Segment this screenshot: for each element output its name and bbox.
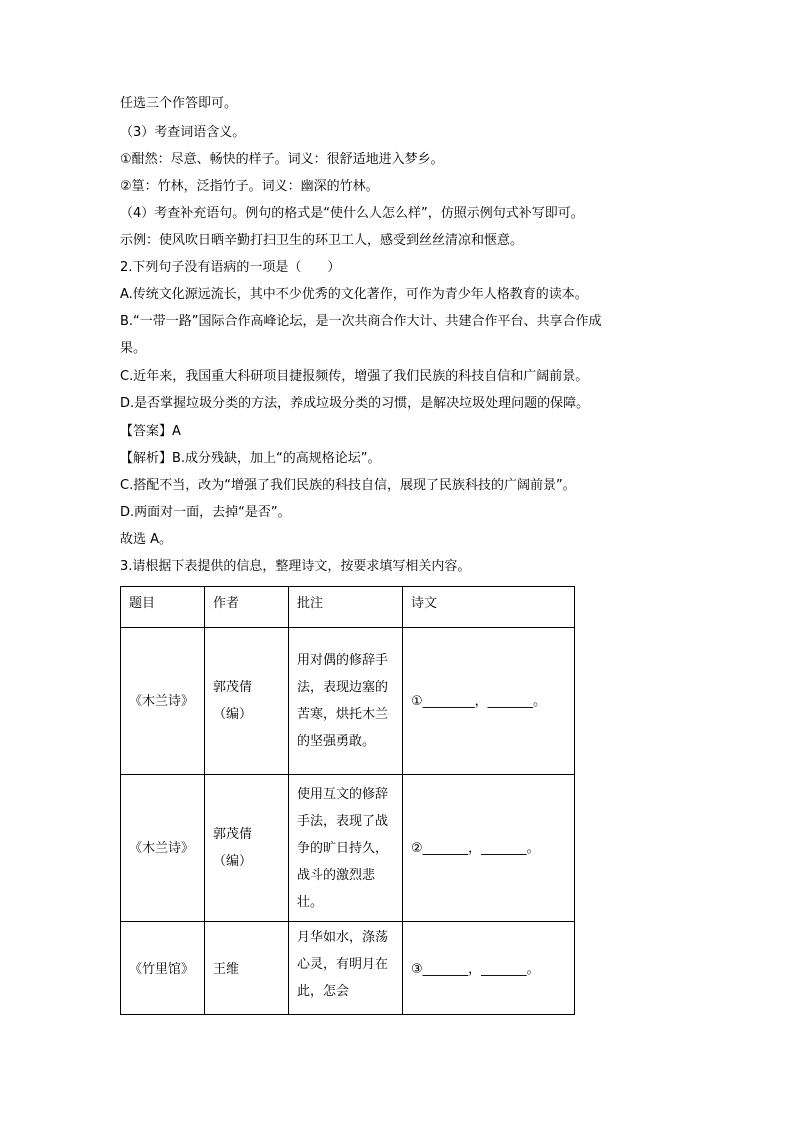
analysis-line: D.两面对一面，去掉“是否”。: [120, 505, 291, 520]
poem-note: 用对偶的修辞手法，表现边塞的苦寒，烘托木兰的坚强勇敢。: [297, 653, 389, 749]
conclusion-line: 故选 A。: [120, 532, 173, 547]
poem-author: 郭茂倩（编）: [213, 827, 253, 869]
answer-label: 【答案】A: [120, 424, 181, 439]
cell-verse: [403, 775, 575, 922]
poem-title: 《木兰诗》: [129, 693, 195, 709]
cell-verse: [403, 628, 575, 775]
text-line: （4）考查补充语句。例句的格式是“使什么人怎么样”，仿照示例句式补写即可。: [120, 206, 584, 221]
question-2-stem: 2.下列句子没有语病的一项是（ ）: [120, 260, 341, 275]
cell-author: [205, 922, 289, 1015]
text-line: （3）考查词语含义。: [120, 125, 246, 140]
poem-author: 王维: [213, 961, 240, 977]
poem-table: [120, 586, 575, 1015]
poem-author: 郭茂倩（编）: [213, 680, 253, 722]
poem-title: 《木兰诗》: [129, 840, 195, 856]
cell-note: [289, 628, 403, 775]
analysis-line: 【解析】B.成分残缺，加上“的高规格论坛”。: [120, 451, 381, 466]
cell-verse: [403, 922, 575, 1015]
table-header-row: [121, 587, 575, 628]
text-line: ①酣然：尽意、畅快的样子。词义：很舒适地进入梦乡。: [120, 152, 444, 167]
table-row: [121, 775, 575, 922]
cell-title: [121, 922, 205, 1015]
text-line: ②篁：竹林，泛指竹子。词义：幽深的竹林。: [120, 179, 379, 194]
poem-note: 使用互文的修辞手法，表现了战争的旷日持久，战斗的激烈悲壮。: [297, 786, 389, 910]
fill-in-blank: ①________，_______。: [411, 693, 547, 709]
analysis-line: C.搭配不当，改为“增强了我们民族的科技自信，展现了民族科技的广阔前景”。: [120, 478, 576, 493]
option-a: A.传统文化源远流长，其中不少优秀的文化著作，可作为青少年人格教育的读本。: [120, 287, 588, 302]
cell-author: [205, 628, 289, 775]
option-c: C.近年来，我国重大科研项目捷报频传，增强了我们民族的科技自信和广阔前景。: [120, 369, 589, 384]
cell-note: [289, 775, 403, 922]
question-3-stem: 3.请根据下表提供的信息，整理诗文，按要求填写相关内容。: [120, 559, 471, 574]
header-note: 批注: [289, 587, 403, 628]
header-title: 题目: [121, 587, 205, 628]
cell-author: [205, 775, 289, 922]
poem-title: 《竹里馆》: [129, 961, 195, 977]
cell-note: [289, 922, 403, 1015]
option-b: B.“一带一路”国际合作高峰论坛，是一次共商合作大计、共建合作平台、共享合作成: [120, 314, 602, 329]
cell-title: [121, 775, 205, 922]
table-row: [121, 922, 575, 1015]
poem-note: 月华如水，涤荡心灵，有明月在此，怎会: [297, 930, 389, 999]
fill-in-blank: ③_______，_______。: [411, 961, 540, 977]
header-verse: 诗文: [403, 587, 575, 628]
option-b-continued: 果。: [120, 341, 147, 356]
option-d: D.是否掌握垃圾分类的方法，养成垃圾分类的习惯，是解决垃圾处理问题的保障。: [120, 396, 590, 411]
text-line: 任选三个作答即可。: [120, 96, 238, 111]
header-author: 作者: [205, 587, 289, 628]
text-line: 示例：使风吹日晒辛勤打扫卫生的环卫工人，感受到丝丝清凉和惬意。: [120, 233, 524, 248]
fill-in-blank: ②_______，_______。: [411, 840, 540, 856]
table-row: [121, 628, 575, 775]
cell-title: [121, 628, 205, 775]
